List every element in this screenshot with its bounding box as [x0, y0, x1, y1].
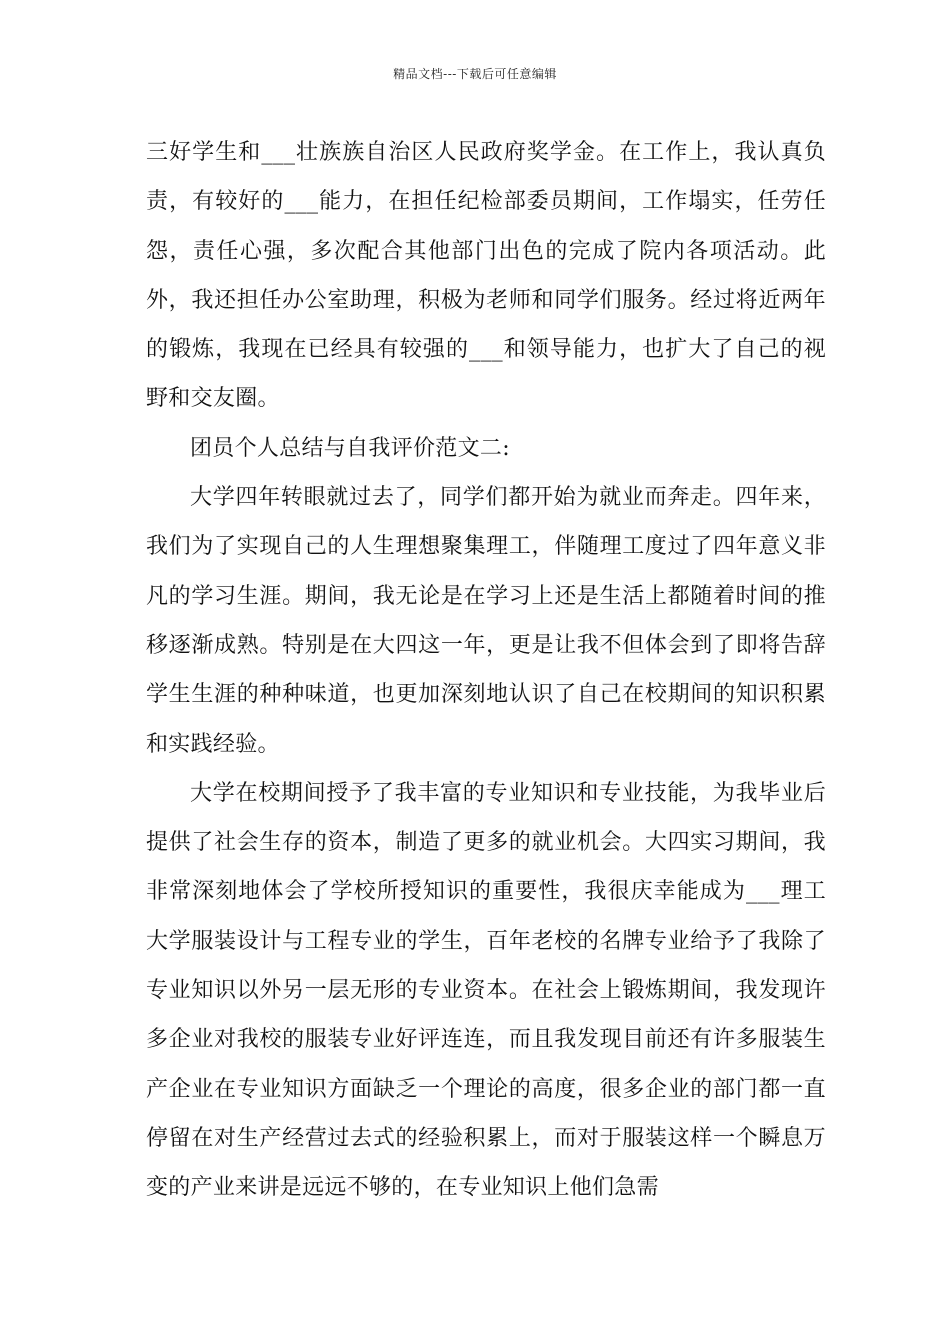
paragraph: 大学在校期间授予了我丰富的专业知识和专业技能，为我毕业后提供了社会生存的资本，制造了更多的就业机会。大四实习期间，我非常深刻地体会了学校所授知识的重要性，我很庆幸能成为___理工大学服装设计与工程专业的学生，百年老校的名牌专业给予了我除了专业知识以外另一层无形的专业资本。在社会上锻炼期间，我发现许多企业对我校的服装专业好评连连，而且我发现目前还有许多服装生产企业在专业知识方面缺乏一个理论的高度，很多企业的部门都一直停留在对生产经营过去式的经验积累上，而对于服装这样一个瞬息万变的产业来讲是远远不够的，在专业知识上他们急需 — [146, 780, 826, 1201]
paragraph: 大学四年转眼就过去了，同学们都开始为就业而奔走。四年来，我们为了实现自己的人生理想聚集理工，伴随理工度过了四年意义非凡的学习生涯。期间，我无论是在学习上还是生活上都随着时间的推移逐渐成熟。特别是在大四这一年，更是让我不但体会到了即将告辞学生生涯的种种味道，也更加深刻地认识了自己在校期间的知识积累和实践经验。 — [146, 485, 826, 757]
paragraph-continuation: 三好学生和___壮族族自治区人民政府奖学金。在工作上，我认真负责，有较好的___能力，在担任纪检部委员期间，工作塌实，任劳任怨，责任心强，多次配合其他部门出色的完成了院内各项活动。此外，我还担任办公室助理，积极为老师和同学们服务。经过将近两年的锻炼，我现在已经具有较强的___和领导能力，也扩大了自己的视野和交友圈。 — [146, 140, 826, 412]
document-body — [146, 128, 826, 1213]
page-header: 精品文档---下载后可任意编辑 — [393, 67, 557, 81]
section-heading: 团员个人总结与自我评价范文二: — [190, 435, 510, 461]
